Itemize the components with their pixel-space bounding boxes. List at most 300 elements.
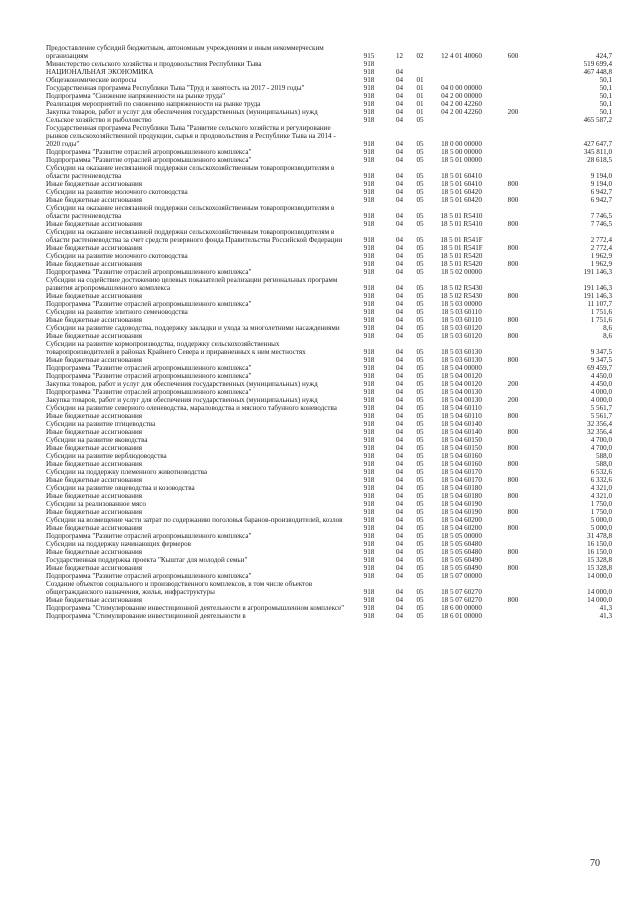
subsection-code: 05: [416, 612, 424, 620]
ministry-code: 918: [363, 308, 375, 316]
item-name: Субсидии на оказание несвязанной поддержки сельскохозяйственным товаропроизводителям в области растениеводства за счет средств резервного фонда Правительства Российской Федерации: [46, 228, 343, 244]
expense-type-code: 800: [507, 524, 519, 532]
subsection-code: 05: [416, 428, 424, 436]
section-code: 04: [395, 292, 404, 300]
item-name: Государственная поддержка проекта "Кыштаг для молодой семьи": [46, 556, 248, 564]
table-row: [46, 516, 612, 524]
subsection-code: 05: [416, 348, 424, 356]
subsection-code: 05: [416, 500, 424, 508]
ministry-code: 918: [363, 356, 375, 364]
ministry-code: 918: [363, 100, 375, 108]
amount: 50,1: [599, 76, 612, 84]
subsection-code: 05: [416, 284, 424, 292]
subsection-code: 05: [416, 460, 424, 468]
section-code: 04: [395, 484, 404, 492]
item-name: Иные бюджетные ассигнования: [46, 220, 143, 228]
table-row: [46, 444, 612, 452]
subsection-code: 05: [416, 156, 424, 164]
table-row: [46, 228, 612, 244]
target-code: 18 5 04 00130: [441, 388, 482, 396]
item-name: Иные бюджетные ассигнования: [46, 196, 143, 204]
ministry-code: 918: [363, 380, 375, 388]
amount: 1 750,0: [590, 508, 612, 516]
amount: 345 811,0: [583, 148, 612, 156]
target-code: 18 5 03 00000: [441, 300, 482, 308]
item-name: Иные бюджетные ассигнования: [46, 492, 143, 500]
subsection-code: 05: [416, 596, 424, 604]
target-code: 18 5 04 60200: [441, 524, 482, 532]
ministry-code: 918: [363, 156, 375, 164]
ministry-code: 918: [363, 508, 375, 516]
target-code: 18 5 04 00120: [441, 372, 482, 380]
ministry-code: 918: [363, 324, 375, 332]
section-code: 04: [395, 372, 404, 380]
section-code: 04: [395, 444, 404, 452]
amount: 69 459,7: [587, 364, 612, 372]
target-code: 18 5 05 60490: [441, 564, 482, 572]
target-code: 18 5 03 60120: [441, 324, 482, 332]
item-name: Предоставление субсидий бюджетным, автономным учреждениям и иным некоммерческим организациям: [46, 44, 324, 60]
target-code: 18 5 04 60170: [441, 476, 482, 484]
ministry-code: 918: [363, 180, 375, 188]
expense-type-code: 800: [507, 332, 519, 340]
expense-type-code: 200: [507, 396, 519, 404]
table-row: [46, 604, 612, 612]
target-code: 18 5 01 R541F: [440, 244, 483, 252]
target-code: 18 6 00 00000: [441, 604, 482, 612]
table-row: [46, 468, 612, 476]
table-row: [46, 460, 612, 468]
amount: 191 146,3: [583, 284, 612, 292]
target-code: 18 5 02 00000: [441, 268, 482, 276]
ministry-code: 918: [363, 428, 375, 436]
subsection-code: 05: [416, 476, 424, 484]
table-row: [46, 372, 612, 380]
table-row: [46, 148, 612, 156]
item-name: Иные бюджетные ассигнования: [46, 548, 143, 556]
item-name: Иные бюджетные ассигнования: [46, 356, 143, 364]
target-code: 18 5 03 60130: [441, 356, 482, 364]
section-code: 04: [395, 492, 404, 500]
target-code: 18 5 01 60420: [441, 196, 482, 204]
target-code: 18 5 01 60420: [441, 188, 482, 196]
section-code: 04: [395, 212, 404, 220]
amount: 8,6: [603, 332, 612, 340]
target-code: 18 5 07 60270: [441, 596, 482, 604]
subsection-code: 05: [416, 316, 424, 324]
amount: 4 450,0: [590, 372, 612, 380]
subsection-code: 05: [416, 300, 424, 308]
ministry-code: 918: [363, 436, 375, 444]
ministry-code: 918: [363, 140, 375, 148]
target-code: 18 5 01 R5410: [440, 212, 483, 220]
table-row: [46, 364, 612, 372]
ministry-code: 918: [363, 484, 375, 492]
item-name: Иные бюджетные ассигнования: [46, 412, 143, 420]
item-name: Иные бюджетные ассигнования: [46, 244, 143, 252]
item-name: Субсидии на развитие птицеводства: [46, 420, 156, 428]
ministry-code: 918: [363, 108, 375, 116]
ministry-code: 918: [363, 92, 375, 100]
section-code: 04: [395, 236, 404, 244]
table-row: [46, 380, 612, 388]
target-code: 18 5 04 00000: [441, 364, 482, 372]
section-code: 04: [395, 588, 404, 596]
item-name: Подпрограмма "Развитие отраслей агропромышленного комплекса": [46, 300, 252, 308]
item-name: Сельское хозяйство и рыболовство: [46, 116, 152, 124]
table-row: [46, 252, 612, 260]
item-name: Подпрограмма "Развитие отраслей агропромышленного комплекса": [46, 156, 252, 164]
table-row: [46, 180, 612, 188]
item-name: Реализация мероприятий по снижению напряженности на рынке труда: [46, 100, 261, 108]
ministry-code: 918: [363, 212, 375, 220]
section-code: 04: [395, 404, 404, 412]
subsection-code: 05: [416, 564, 424, 572]
subsection-code: 05: [416, 148, 424, 156]
subsection-code: 05: [416, 548, 424, 556]
ministry-code: 918: [363, 300, 375, 308]
subsection-code: 05: [416, 212, 424, 220]
section-code: 04: [395, 460, 404, 468]
section-code: 04: [395, 436, 404, 444]
target-code: 18 5 04 60150: [441, 444, 482, 452]
amount: 8,6: [603, 324, 612, 332]
table-row: [46, 572, 612, 580]
amount: 50,1: [599, 100, 612, 108]
subsection-code: 05: [416, 444, 424, 452]
amount: 467 448,8: [583, 68, 612, 76]
target-code: 18 5 01 R5420: [440, 252, 483, 260]
item-name: Подпрограмма "Развитие отраслей агропромышленного комплекса": [46, 388, 252, 396]
target-code: 18 5 04 60190: [441, 508, 482, 516]
item-name: Субсидии на развитие верблюдоводства: [46, 452, 167, 460]
expense-type-code: 800: [507, 220, 519, 228]
target-code: 04 0 00 00000: [441, 84, 482, 92]
subsection-code: 01: [416, 92, 424, 100]
section-code: 04: [395, 180, 404, 188]
target-code: 18 5 02 R5430: [440, 284, 483, 292]
ministry-code: 918: [363, 76, 375, 84]
ministry-code: 918: [363, 268, 375, 276]
target-code: 18 5 01 R541F: [440, 236, 483, 244]
table-row: [46, 92, 612, 100]
section-code: 04: [395, 156, 404, 164]
amount: 50,1: [599, 92, 612, 100]
table-row: [46, 420, 612, 428]
table-row: [46, 316, 612, 324]
section-code: 04: [395, 140, 404, 148]
target-code: 18 5 04 60180: [441, 484, 482, 492]
expense-type-code: 600: [507, 52, 519, 60]
section-code: 04: [395, 428, 404, 436]
subsection-code: 05: [416, 252, 424, 260]
item-name: Субсидии на развитие садоводства, поддержку закладки и ухода за многолетними насаждениями: [46, 324, 340, 332]
target-code: 18 5 04 60150: [441, 436, 482, 444]
section-code: 04: [395, 100, 404, 108]
section-code: 04: [395, 564, 404, 572]
section-code: 04: [395, 108, 404, 116]
ministry-code: 918: [363, 500, 375, 508]
target-code: 18 5 03 60120: [441, 332, 482, 340]
amount: 16 150,0: [587, 548, 612, 556]
expense-type-code: 800: [507, 460, 519, 468]
ministry-code: 918: [363, 292, 375, 300]
target-code: 18 5 01 R5420: [440, 260, 483, 268]
ministry-code: 918: [363, 220, 375, 228]
section-code: 04: [395, 188, 404, 196]
item-name: Подпрограмма "Стимулирование инвестиционной деятельности в: [46, 612, 246, 620]
expense-type-code: 800: [507, 316, 519, 324]
section-code: 04: [395, 396, 404, 404]
item-name: Государственная программа Республики Тыва "Труд и занятость на 2017 - 2019 годы": [46, 84, 305, 92]
amount: 5 561,7: [590, 412, 612, 420]
item-name: Субсидии на развитие элитного семеноводства: [46, 308, 188, 316]
table-row: [46, 68, 612, 76]
subsection-code: 05: [416, 220, 424, 228]
amount: 4 700,0: [590, 436, 612, 444]
expense-type-code: 200: [507, 380, 519, 388]
item-name: Закупка товаров, работ и услуг для обеспечения государственных (муниципальных) нужд: [46, 380, 318, 388]
item-name: Субсидии на возмещение части затрат по содержанию поголовья баранов-производителей, козлов: [46, 516, 343, 524]
amount: 14 000,0: [587, 596, 612, 604]
section-code: 04: [395, 540, 404, 548]
expense-type-code: 800: [507, 260, 519, 268]
table-row: [46, 292, 612, 300]
target-code: 18 5 05 60490: [441, 556, 482, 564]
item-name: Подпрограмма "Развитие отраслей агропромышленного комплекса": [46, 372, 252, 380]
section-code: 04: [395, 412, 404, 420]
subsection-code: 05: [416, 332, 424, 340]
amount: 50,1: [599, 108, 612, 116]
section-code: 04: [395, 348, 404, 356]
ministry-code: 918: [363, 84, 375, 92]
subsection-code: 05: [416, 172, 424, 180]
amount: 11 107,7: [587, 300, 612, 308]
page-number: 70: [590, 858, 600, 869]
amount: 588,0: [596, 452, 612, 460]
section-code: 04: [395, 556, 404, 564]
section-code: 04: [395, 220, 404, 228]
expense-type-code: 800: [507, 428, 519, 436]
subsection-code: 05: [416, 260, 424, 268]
ministry-code: 918: [363, 532, 375, 540]
subsection-code: 05: [416, 412, 424, 420]
subsection-code: 05: [416, 324, 424, 332]
target-code: 18 5 04 60110: [441, 412, 482, 420]
ministry-code: 918: [363, 260, 375, 268]
subsection-code: 05: [416, 388, 424, 396]
amount: 427 647,7: [583, 140, 612, 148]
subsection-code: 05: [416, 524, 424, 532]
expense-type-code: 200: [507, 108, 519, 116]
amount: 4 321,0: [590, 492, 612, 500]
table-row: [46, 612, 612, 620]
expense-type-code: 800: [507, 412, 519, 420]
ministry-code: 918: [363, 612, 375, 620]
item-name: Иные бюджетные ассигнования: [46, 292, 143, 300]
subsection-code: 05: [416, 604, 424, 612]
target-code: 18 5 01 00000: [441, 156, 482, 164]
amount: 7 746,5: [590, 212, 612, 220]
table-row: [46, 204, 612, 220]
subsection-code: 05: [416, 116, 424, 124]
amount: 15 328,8: [587, 564, 612, 572]
table-row: [46, 476, 612, 484]
table-row: [46, 124, 612, 148]
table-row: [46, 356, 612, 364]
subsection-code: 05: [416, 572, 424, 580]
target-code: 18 5 04 60200: [441, 516, 482, 524]
target-code: 04 2 00 42260: [441, 108, 482, 116]
target-code: 18 5 05 00000: [441, 532, 482, 540]
item-name: Иные бюджетные ассигнования: [46, 316, 143, 324]
ministry-code: 918: [363, 588, 375, 596]
table-row: [46, 548, 612, 556]
section-code: 04: [395, 500, 404, 508]
item-name: Подпрограмма "Развитие отраслей агропромышленного комплекса": [46, 148, 252, 156]
amount: 5 561,7: [590, 404, 612, 412]
section-code: 04: [395, 364, 404, 372]
table-row: [46, 388, 612, 396]
section-code: 04: [395, 260, 404, 268]
amount: 5 000,0: [590, 516, 612, 524]
table-row: [46, 436, 612, 444]
ministry-code: 918: [363, 516, 375, 524]
ministry-code: 918: [363, 596, 375, 604]
subsection-code: 01: [416, 108, 424, 116]
item-name: Общеэкономические вопросы: [46, 76, 137, 84]
expense-type-code: 800: [507, 564, 519, 572]
ministry-code: 918: [363, 548, 375, 556]
amount: 1 751,6: [590, 316, 612, 324]
ministry-code: 918: [363, 388, 375, 396]
table-row: [46, 164, 612, 180]
item-name: Иные бюджетные ассигнования: [46, 524, 143, 532]
item-name: Субсидии на содействие достижению целевых показателей реализации региональных программ развития агропромышленного комплекса: [46, 276, 338, 292]
ministry-code: 918: [363, 252, 375, 260]
section-code: 04: [395, 468, 404, 476]
amount: 4 000,0: [590, 396, 612, 404]
target-code: 18 5 05 60480: [441, 540, 482, 548]
table-row: [46, 116, 612, 124]
subsection-code: 05: [416, 140, 424, 148]
target-code: 18 5 04 60160: [441, 452, 482, 460]
item-name: Субсидии на развитие северного оленеводства, мараловодства и мясного табунного коневодства: [46, 404, 337, 412]
subsection-code: 05: [416, 196, 424, 204]
subsection-code: 01: [416, 100, 424, 108]
amount: 4 000,0: [590, 388, 612, 396]
item-name: Субсидии на оказание несвязанной поддержки сельскохозяйственным товаропроизводителям в области растениеводства: [46, 204, 335, 220]
ministry-code: 918: [363, 364, 375, 372]
item-name: Иные бюджетные ассигнования: [46, 476, 143, 484]
ministry-code: 918: [363, 452, 375, 460]
target-code: 04 2 00 00000: [441, 92, 482, 100]
table-row: [46, 412, 612, 420]
item-name: Иные бюджетные ассигнования: [46, 260, 143, 268]
amount: 1 962,9: [590, 252, 612, 260]
ministry-code: 918: [363, 244, 375, 252]
target-code: 18 5 04 60180: [441, 492, 482, 500]
amount: 2 772,4: [590, 236, 612, 244]
amount: 50,1: [599, 84, 612, 92]
ministry-code: 918: [363, 332, 375, 340]
item-name: Подпрограмма "Развитие отраслей агропромышленного комплекса": [46, 364, 252, 372]
table-row: [46, 396, 612, 404]
amount: 6 532,6: [590, 468, 612, 476]
target-code: 18 5 01 R5410: [440, 220, 483, 228]
section-code: 04: [395, 308, 404, 316]
table-row: [46, 540, 612, 548]
item-name: Создание объектов социального и производственного комплексов, в том числе объектов общегражданского назначения, жилья, инфраструктуры: [46, 580, 313, 596]
table-row: [46, 300, 612, 308]
section-code: 04: [395, 148, 404, 156]
section-code: 04: [395, 268, 404, 276]
amount: 6 942,7: [590, 196, 612, 204]
ministry-code: 918: [363, 564, 375, 572]
subsection-code: 05: [416, 452, 424, 460]
table-row: [46, 276, 612, 292]
section-code: 04: [395, 76, 404, 84]
subsection-code: 05: [416, 492, 424, 500]
section-code: 04: [395, 196, 404, 204]
item-name: Иные бюджетные ассигнования: [46, 596, 143, 604]
table-row: [46, 244, 612, 252]
expense-type-code: 800: [507, 244, 519, 252]
ministry-code: 918: [363, 412, 375, 420]
ministry-code: 918: [363, 68, 375, 76]
section-code: 04: [395, 524, 404, 532]
subsection-code: 05: [416, 436, 424, 444]
item-name: Субсидии на поддержку племенного животноводства: [46, 468, 207, 476]
ministry-code: 918: [363, 172, 375, 180]
table-row: [46, 76, 612, 84]
ministry-code: 918: [363, 492, 375, 500]
item-name: Иные бюджетные ассигнования: [46, 444, 143, 452]
item-name: Государственная программа Республики Тыва "Развитие сельского хозяйства и регулирование рынков сельскохозяйственной продукции, сырья и продовольствия в Республике Тыва на 2014 - 2020 годы": [46, 124, 336, 148]
subsection-code: 05: [416, 380, 424, 388]
target-code: 18 5 07 00000: [441, 572, 482, 580]
section-code: 04: [395, 332, 404, 340]
ministry-code: 918: [363, 540, 375, 548]
expense-type-code: 800: [507, 476, 519, 484]
section-code: 04: [395, 324, 404, 332]
subsection-code: 05: [416, 556, 424, 564]
amount: 4 700,0: [590, 444, 612, 452]
target-code: 18 5 04 60140: [441, 428, 482, 436]
section-code: 04: [395, 68, 404, 76]
section-code: 04: [395, 604, 404, 612]
ministry-code: 918: [363, 524, 375, 532]
ministry-code: 918: [363, 372, 375, 380]
table-row: [46, 524, 612, 532]
item-name: Министерство сельского хозяйства и продовольствия Республики Тыва: [46, 60, 262, 68]
amount: 7 746,5: [590, 220, 612, 228]
item-name: Закупка товаров, работ и услуг для обеспечения государственных (муниципальных) нужд: [46, 108, 318, 116]
table-row: [46, 556, 612, 564]
section-code: 04: [395, 548, 404, 556]
amount: 588,0: [596, 460, 612, 468]
expense-type-code: 800: [507, 196, 519, 204]
ministry-code: 918: [363, 468, 375, 476]
expense-type-code: 800: [507, 596, 519, 604]
target-code: 18 6 01 00000: [441, 612, 482, 620]
amount: 16 150,0: [587, 540, 612, 548]
item-name: НАЦИОНАЛЬНАЯ ЭКОНОМИКА: [46, 68, 154, 76]
amount: 4 321,0: [590, 484, 612, 492]
table-row: [46, 196, 612, 204]
table-row: [46, 596, 612, 604]
table-row: [46, 564, 612, 572]
